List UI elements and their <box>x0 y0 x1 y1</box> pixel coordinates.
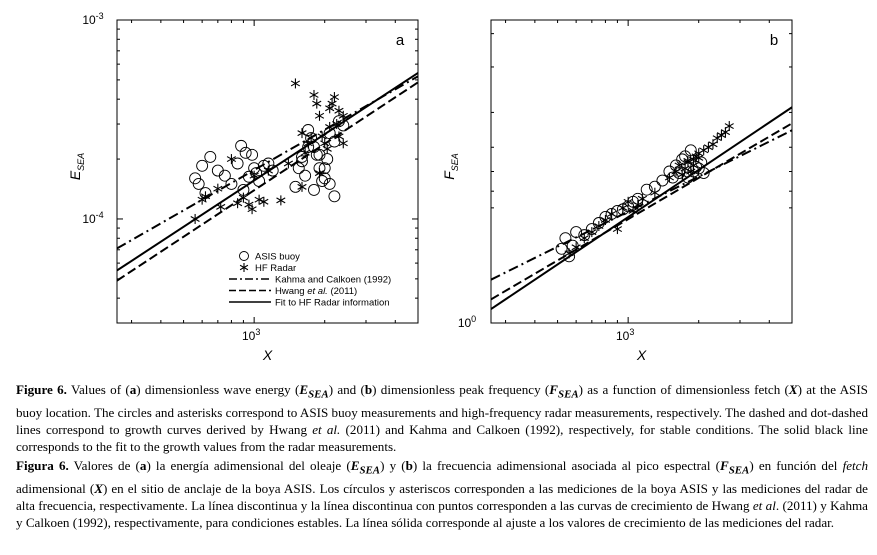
legend-entry <box>240 252 301 263</box>
growth-line-dashed <box>491 123 792 299</box>
chart-panel-a <box>67 11 418 363</box>
legend-label: ASIS buoy <box>255 251 300 263</box>
y-tick-label: $10^{-4}$ <box>82 209 104 226</box>
caption-text: ) as a function of dimensionless fetch ( <box>578 382 789 397</box>
hf-radar-point <box>310 90 319 100</box>
asis-buoy-point <box>205 151 216 162</box>
hf-radar-point <box>328 99 337 109</box>
hf-radar-point <box>277 195 286 205</box>
hf-radar-point <box>312 99 321 109</box>
hf-radar-point <box>330 92 339 102</box>
caption-text: adimensional ( <box>16 480 95 496</box>
caption-et-al: et al. <box>312 421 341 437</box>
growth-line-dash-dot <box>491 130 792 279</box>
growth-line-solid <box>491 107 792 309</box>
legend-label: Kahma and Calkoen (1992) <box>275 274 392 286</box>
caption-esea-sub: SEA <box>359 464 381 477</box>
caption-text: ) at the ASIS buoy location. The circles and asterisks correspond to ASIS buoy measurements and high-frequency radar measurements, respectively. The dashed and dot-dashed lines correspond to growth curves derived by Hwang <box>16 382 868 437</box>
legend-label: HF Radar <box>255 263 297 274</box>
asis-buoy-point <box>685 145 696 156</box>
caption-esea-sub: SEA <box>308 388 329 401</box>
caption-fsea-sub: SEA <box>558 388 579 401</box>
caption-x: X <box>94 480 103 496</box>
y-tick-label: $10^{-3}$ <box>82 11 104 27</box>
asis-buoy-point <box>212 165 223 176</box>
caption-figure-label: Figure 6. <box>16 382 67 397</box>
asis-buoy-point <box>300 170 311 181</box>
hf-radar-point <box>315 111 324 121</box>
asis-buoy-point <box>308 184 319 195</box>
caption-text: ) dimensionless wave energy ( <box>136 382 300 397</box>
y-tick-label: $10^0$ <box>457 314 477 330</box>
asis-buoy-point <box>226 178 237 189</box>
hf-radar-point <box>335 106 344 116</box>
caption-esea: E <box>299 382 309 397</box>
y-axis-label: $E_{SEA}$ <box>67 152 86 181</box>
legend-label: Hwang et al. (2011) <box>275 286 358 297</box>
caption-fsea: F <box>719 458 729 473</box>
asis-buoy-point <box>329 191 340 202</box>
caption-text: ) y ( <box>380 458 406 473</box>
hf-radar-point <box>607 209 616 219</box>
asis-buoy-point <box>197 160 208 171</box>
legend-label: Fit to HF Radar information <box>275 297 390 309</box>
asis-buoy-point <box>290 181 301 192</box>
caption-panel-a: a <box>139 458 147 473</box>
hf-radar-point <box>213 184 222 194</box>
caption-fsea: F <box>549 382 558 397</box>
caption-x: X <box>788 382 798 397</box>
plot-content <box>117 73 418 281</box>
legend-entry <box>229 298 390 309</box>
caption-text: Values of ( <box>66 382 130 397</box>
caption-panel-b: b <box>405 458 413 473</box>
caption-text: ) la energía adimensional del oleaje ( <box>146 458 351 473</box>
x-tick-label: $10^3$ <box>241 327 261 343</box>
caption-spanish <box>16 457 868 531</box>
caption-text: ) en función del <box>749 458 843 473</box>
asis-buoy-point <box>317 176 328 187</box>
caption-text: (2011) and Kahma and Calkoen (1992), respectively, for stable conditions. The solid black line corresponds to the fit to the growth values from the radar measurements. <box>16 421 868 454</box>
hf-radar-point <box>725 121 734 131</box>
caption-text: . (2011) y Kahma y Calkoen (1992), respectivamente, para condiciones estables. La línea sólida corresponde al ajuste a los valores de crecimiento de las mediciones del radar. <box>16 497 868 530</box>
caption-text: ) and ( <box>328 382 365 397</box>
legend-circle-icon <box>240 252 249 261</box>
growth-line-solid <box>117 73 418 271</box>
asis-buoy-point <box>657 175 668 186</box>
hf-radar-point <box>291 78 300 88</box>
hf-radar-point <box>298 128 307 138</box>
caption-fsea-sub: SEA <box>728 464 750 477</box>
chart-panel-b <box>441 20 792 363</box>
x-axis-label: X <box>262 347 273 363</box>
legend-entry <box>229 286 357 297</box>
caption-panel-a: a <box>129 382 137 397</box>
plot-area-frame <box>491 20 792 323</box>
caption-text: ) en el sitio de anclaje de la boya ASIS. Los círculos y asteriscos corresponden a las mediciones de la boya ASIS y las mediciones del radar de alta frecuencia, respectivamente. La línea discontinua y la línea discontinua con puntos corresponden a las curvas de crecimiento de Hwang <box>16 480 868 513</box>
caption-fetch: fetch <box>842 458 869 473</box>
caption-panel-b: b <box>364 382 373 397</box>
legend-entry <box>229 275 391 286</box>
caption-et-al: et al <box>752 497 776 513</box>
panel-label: a <box>395 32 405 49</box>
caption-english <box>16 381 868 455</box>
x-axis-label: X <box>636 347 647 363</box>
caption-esea: E <box>350 458 360 473</box>
caption-text: ) la frecuencia adimensional asociada al pico espectral ( <box>412 458 720 473</box>
hf-radar-point <box>298 182 307 192</box>
x-tick-label: $10^3$ <box>615 327 635 343</box>
asis-buoy-point <box>232 158 243 169</box>
asis-buoy-point <box>247 149 258 160</box>
caption-text: Valores de ( <box>68 458 140 473</box>
y-axis-label: $F_{SEA}$ <box>441 153 460 180</box>
caption-text: ) dimensionless peak frequency ( <box>372 382 550 397</box>
hf-radar-point <box>339 138 348 148</box>
legend-entry <box>240 263 296 274</box>
panel-label: b <box>769 32 779 49</box>
caption-figure-label: Figura 6. <box>16 458 69 473</box>
plot-content <box>491 107 792 309</box>
